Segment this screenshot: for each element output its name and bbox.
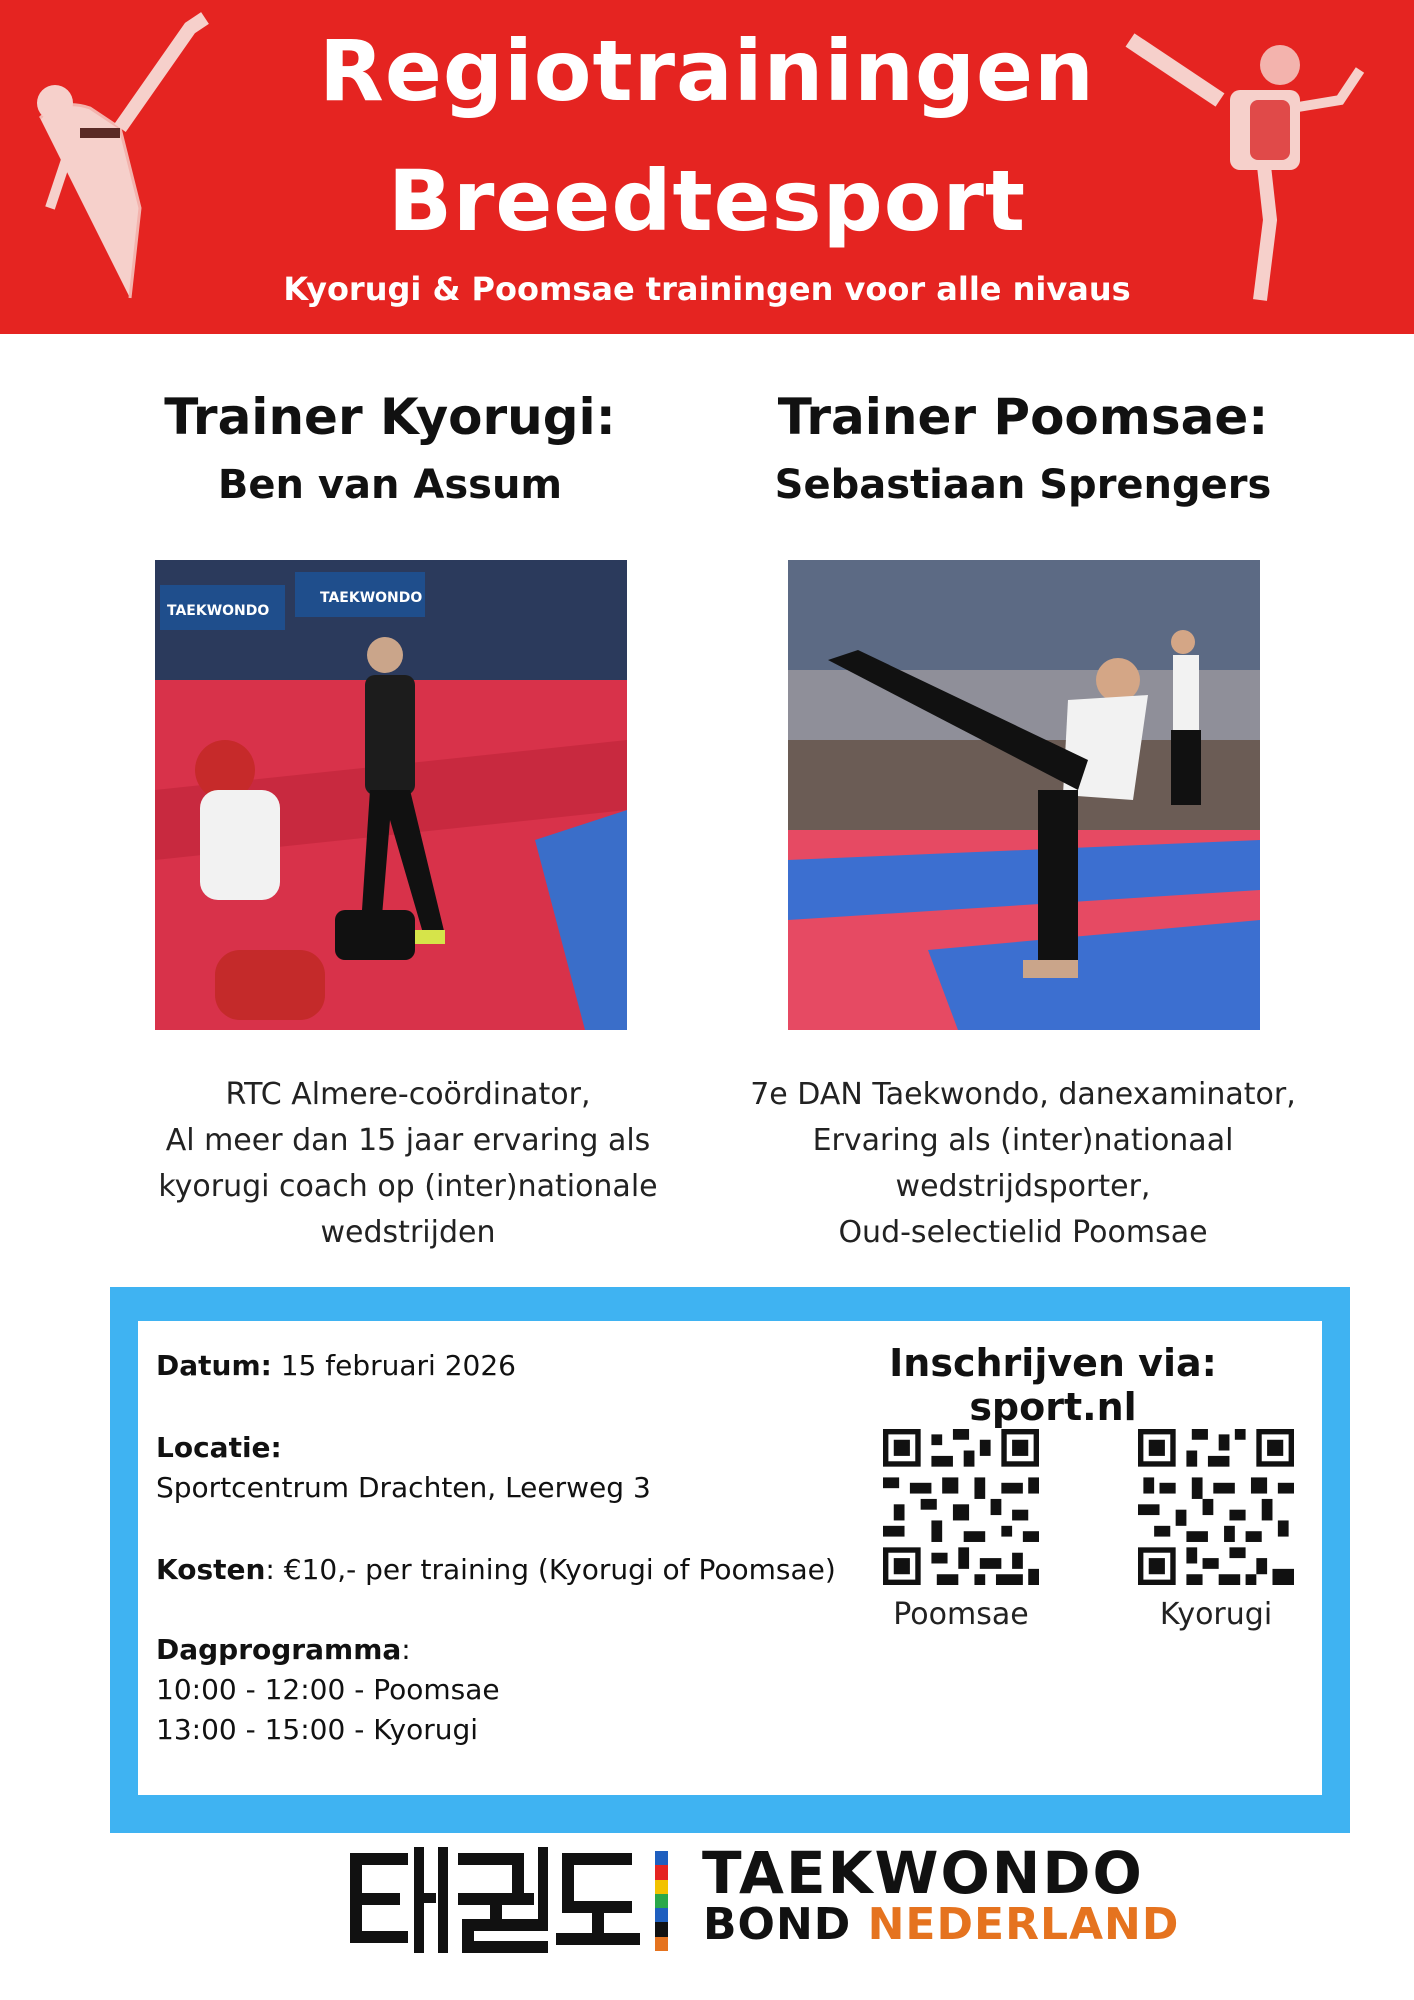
description-line: Oud-selectielid Poomsae bbox=[838, 1215, 1208, 1250]
description-line: 7e DAN Taekwondo, danexaminator, bbox=[750, 1077, 1296, 1112]
description-line: RTC Almere-coördinator, bbox=[225, 1077, 591, 1112]
logo-text-taekwondo: TAEKWONDO bbox=[702, 1839, 1144, 1907]
qr-label-kyorugi: Kyorugi bbox=[1159, 1597, 1273, 1632]
photo-kyorugi-trainer bbox=[155, 560, 627, 1030]
logo-text-bond-nederland: BOND NEDERLAND bbox=[703, 1899, 1180, 1950]
logo-color-bar bbox=[655, 1851, 668, 1951]
taekwondo-bond-nederland-logo bbox=[0, 1839, 1414, 2000]
header-subtitle: Kyorugi & Poomsae trainingen voor alle nivaus bbox=[283, 270, 1131, 308]
header-banner bbox=[0, 0, 1414, 334]
kicking-athlete-illustration-right bbox=[1110, 20, 1380, 310]
schedule-item: 10:00 - 12:00 - Poomsae bbox=[156, 1673, 500, 1706]
qr-label-poomsae: Poomsae bbox=[893, 1597, 1029, 1632]
schedule-item: 13:00 - 15:00 - Kyorugi bbox=[156, 1713, 479, 1746]
kosten-label: Kosten bbox=[156, 1553, 266, 1586]
trainer-poomsae-description bbox=[703, 1072, 1343, 1256]
locatie-label: Locatie: bbox=[156, 1431, 282, 1464]
trainer-role: Trainer Poomsae: bbox=[777, 388, 1269, 446]
header-title-line-1: Regiotrainingen bbox=[319, 22, 1095, 120]
description-line: Al meer dan 15 jaar ervaring als bbox=[165, 1123, 651, 1158]
description-line: kyorugi coach op (inter)nationale bbox=[158, 1169, 658, 1204]
info-dagprogramma: Dagprogramma: bbox=[156, 1633, 411, 1666]
datum-value: 15 februari 2026 bbox=[271, 1349, 516, 1382]
datum-label: Datum: bbox=[156, 1349, 272, 1382]
info-box bbox=[110, 1287, 1350, 1833]
description-line: Ervaring als (inter)nationaal bbox=[812, 1123, 1234, 1158]
qr-code-kyorugi[interactable] bbox=[1138, 1429, 1294, 1585]
description-line: wedstrijden bbox=[320, 1215, 496, 1250]
info-datum bbox=[156, 1349, 516, 1382]
registration-title: Inschrijven via: sport.nl bbox=[889, 1341, 1217, 1429]
info-box-content bbox=[138, 1321, 1322, 1795]
trainer-role: Trainer Kyorugi: bbox=[164, 388, 616, 446]
trainer-name: Sebastiaan Sprengers bbox=[774, 462, 1272, 508]
qr-code-poomsae[interactable] bbox=[883, 1429, 1039, 1585]
trainer-name: Ben van Assum bbox=[217, 462, 563, 508]
locatie-value: Sportcentrum Drachten, Leerweg 3 bbox=[156, 1471, 651, 1504]
dagprogramma-label: Dagprogramma bbox=[156, 1633, 402, 1666]
trainer-kyorugi-description bbox=[88, 1072, 728, 1256]
info-kosten bbox=[156, 1553, 836, 1586]
photo-poomsae-trainer bbox=[788, 560, 1260, 1030]
hangul-taekwondo-logo-icon bbox=[350, 1845, 640, 1955]
header-title-line-2: Breedtesport bbox=[387, 152, 1027, 250]
photo-banner-text: TAEKWONDO bbox=[167, 603, 270, 619]
photo-banner-text: TAEKWONDO bbox=[320, 590, 423, 606]
kosten-value: : €10,- per training (Kyorugi of Poomsae) bbox=[265, 1553, 836, 1586]
description-line: wedstrijdsporter, bbox=[895, 1169, 1151, 1204]
